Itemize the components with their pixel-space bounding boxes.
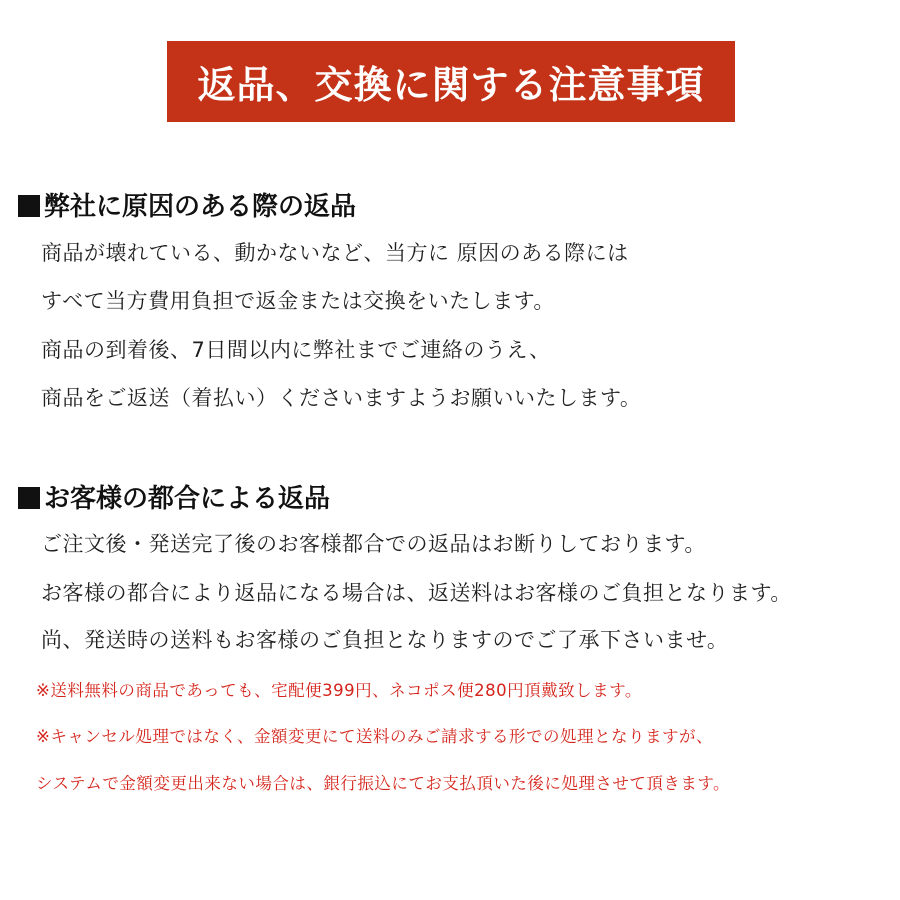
note-line-2: ※キャンセル処理ではなく、金額変更にて送料のみご請求する形での処理となりますが、 [36,727,713,746]
section1-line-1: 商品が壊れている、動かないなど、当方に 原因のある際には [41,241,629,265]
section2-line-2: お客様の都合により返品になる場合は、返送料はお客様のご負担となります。 [41,581,792,605]
section2-line-1: ご注文後・発送完了後のお客様都合での返品はお断りしております。 [41,532,706,556]
section2-heading [18,478,330,515]
section1-line-4: 商品をご返送（着払い）くださいますようお願いいたします。 [41,386,642,410]
note-line-3: システムで金額変更出来ない場合は、銀行振込にてお支払頂いた後に処理させて頂きます。 [36,774,731,793]
page-title: 返品、交換に関する注意事項 [197,63,705,107]
square-bullet-icon [18,487,40,509]
section2-heading-text: お客様の都合による返品 [44,484,331,514]
section1-heading [18,186,356,223]
section1-heading-text: 弊社に原因のある際の返品 [44,192,357,222]
note-line-1: ※送料無料の商品であっても、宅配便399円、ネコポス便280円頂戴致します。 [36,681,642,700]
section2-line-3: 尚、発送時の送料もお客様のご負担となりますのでご了承下さいませ。 [41,628,729,652]
title-banner [167,41,735,122]
section1-line-3: 商品の到着後、7日間以内に弊社までご連絡のうえ、 [41,338,551,362]
square-bullet-icon [18,195,40,217]
section1-line-2: すべて当方費用負担で返金または交換をいたします。 [41,289,555,313]
